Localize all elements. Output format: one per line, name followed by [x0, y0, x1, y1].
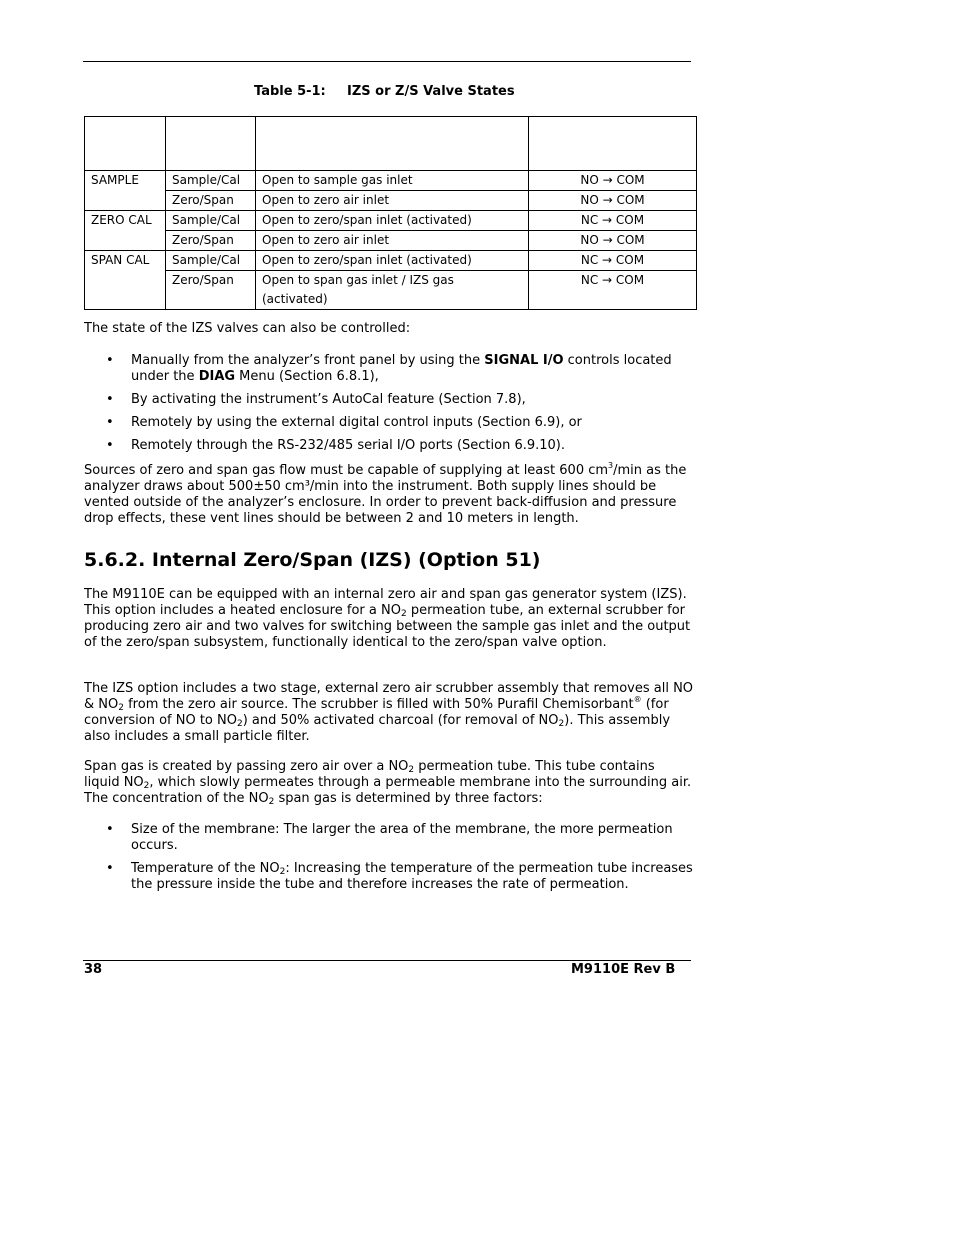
subscript: 2	[558, 719, 565, 729]
section-heading: 5.6.2. Internal Zero/Span (IZS) (Option 51)	[84, 549, 541, 571]
table-header-row	[85, 117, 697, 171]
state-cell: NC → COM	[529, 271, 697, 310]
document-revision: M9110E Rev B	[571, 962, 676, 977]
bullet-icon: •	[106, 392, 114, 407]
condition-cell: Open to zero/span inlet (activated)	[256, 211, 529, 231]
registered-mark: ®	[633, 695, 642, 704]
list-item-text: By activating the instrument’s AutoCal feature (Section 7.8),	[131, 392, 526, 407]
state-cell: NO → COM	[529, 171, 697, 191]
paragraph-text: permeation tube. This tube contains liquid NO	[84, 759, 655, 790]
intro-paragraph: The state of the IZS valves can also be controlled:	[84, 321, 411, 336]
subscript: 2	[143, 781, 150, 791]
paragraph-text: The IZS option includes a two stage, external zero air scrubber assembly that removes all NO & NO	[84, 681, 694, 712]
table-row	[85, 231, 697, 251]
bullet-icon: •	[106, 438, 114, 453]
subscript: 2	[279, 867, 286, 877]
factor-list	[84, 822, 694, 900]
mode-cell: SPAN CAL	[85, 251, 166, 310]
valve-cell: Zero/Span	[166, 231, 256, 251]
header-cell-state	[529, 117, 697, 171]
condition-cell: Open to zero air inlet	[256, 231, 529, 251]
paragraph-text: (for conversion of NO to NO	[84, 697, 669, 728]
list-item-text: Size of the membrane: The larger the area of the membrane, the more permeation occurs.	[131, 822, 673, 853]
subscript: 2	[118, 703, 124, 713]
bullet-icon: •	[106, 353, 114, 368]
subscript: 2	[408, 765, 415, 775]
bullet-icon: •	[106, 861, 114, 876]
valve-cell: Sample/Cal	[166, 211, 256, 231]
list-item	[84, 438, 694, 454]
paragraph-text: , which slowly permeates through a permeable membrane into the surrounding air. The concentration of the NO	[84, 775, 692, 806]
valve-cell: Sample/Cal	[166, 171, 256, 191]
paragraph-text: Span gas is created by passing zero air over a NO	[84, 759, 409, 774]
list-item-text: Manually from the analyzer’s front panel by using the	[131, 353, 485, 368]
valve-cell: Zero/Span	[166, 271, 256, 310]
sources-paragraph	[84, 463, 694, 527]
list-item-text: Remotely by using the external digital control inputs (Section 6.9), or	[131, 415, 582, 430]
mode-cell: ZERO CAL	[85, 211, 166, 251]
header-rule	[83, 61, 691, 62]
header-cell-condition	[256, 117, 529, 171]
subscript: 2	[268, 797, 275, 807]
condition-cell: Open to zero/span inlet (activated)	[256, 251, 529, 271]
paragraph-text: from the zero air source. The scrubber is filled with 50% Purafil Chemisorbant	[123, 697, 634, 712]
bullet-icon: •	[106, 822, 114, 837]
span-gas-paragraph	[84, 759, 694, 807]
scrubber-paragraph	[84, 681, 694, 745]
table-title: IZS or Z/S Valve States	[347, 84, 515, 99]
paragraph-text: span gas is determined by three factors:	[274, 791, 543, 806]
table-row	[85, 191, 697, 211]
list-item	[84, 415, 694, 431]
diag-label: DIAG	[198, 369, 236, 384]
control-method-list	[84, 353, 694, 461]
paragraph-text: ). This assembly also includes a small particle filter.	[84, 713, 671, 744]
bullet-icon: •	[106, 415, 114, 430]
footer-rule	[83, 960, 691, 961]
izs-intro-paragraph	[84, 587, 694, 651]
table-number: Table 5-1:	[254, 84, 326, 99]
paragraph-text: ) and 50% activated charcoal (for removal of NO	[242, 713, 559, 728]
paragraph-text: Sources of zero and span gas flow must be capable of supplying at least 600 cm	[84, 463, 609, 478]
table-row	[85, 251, 697, 271]
list-item	[84, 861, 694, 893]
paragraph-text: /min as the analyzer draws about 500±50 cm³/min into the instrument. Both supply lines should be vented outside of the analyzer’s enclosure. In order to prevent back-diffusion and pressure drop effects, these vent lines should be between 2 and 10 meters in length.	[84, 463, 687, 526]
list-item-text: controls located under the	[131, 353, 672, 384]
table-row	[85, 211, 697, 231]
paragraph-text: The M9110E can be equipped with an internal zero air and span gas generator system (IZS). This option includes a heated enclosure for a NO	[84, 587, 687, 618]
state-cell: NC → COM	[529, 211, 697, 231]
subscript: 2	[400, 609, 407, 619]
table-caption	[254, 84, 515, 99]
condition-cell: Open to sample gas inlet	[256, 171, 529, 191]
mode-cell: SAMPLE	[85, 171, 166, 211]
list-item	[84, 353, 694, 385]
superscript: 3	[608, 461, 614, 470]
list-item-text: : Increasing the temperature of the permeation tube increases the pressure inside the tube and therefore increases the rate of permeation.	[131, 861, 693, 892]
state-cell: NO → COM	[529, 231, 697, 251]
list-item-text: Menu (Section 6.8.1),	[235, 369, 379, 384]
list-item	[84, 822, 694, 854]
valve-states-table	[84, 116, 697, 310]
table-row	[85, 171, 697, 191]
subscript: 2	[236, 719, 243, 729]
condition-cell: Open to span gas inlet / IZS gas (activated)	[256, 271, 529, 310]
list-item-text: Temperature of the NO	[131, 861, 280, 876]
page-number: 38	[84, 962, 103, 977]
list-item	[84, 392, 694, 408]
header-cell-valve	[166, 117, 256, 171]
condition-cell: Open to zero air inlet	[256, 191, 529, 211]
state-cell: NO → COM	[529, 191, 697, 211]
valve-cell: Zero/Span	[166, 191, 256, 211]
list-item-text: Remotely through the RS-232/485 serial I/O ports (Section 6.9.10).	[131, 438, 566, 453]
valve-cell: Sample/Cal	[166, 251, 256, 271]
signal-io-label: SIGNAL I/O	[484, 353, 564, 368]
table-row	[85, 271, 697, 310]
paragraph-text: permeation tube, an external scrubber for producing zero air and two valves for switching between the sample gas inlet and the output of the zero/span subsystem, functionally identical to the zero/span valve option.	[84, 603, 691, 650]
header-cell-mode	[85, 117, 166, 171]
state-cell: NC → COM	[529, 251, 697, 271]
